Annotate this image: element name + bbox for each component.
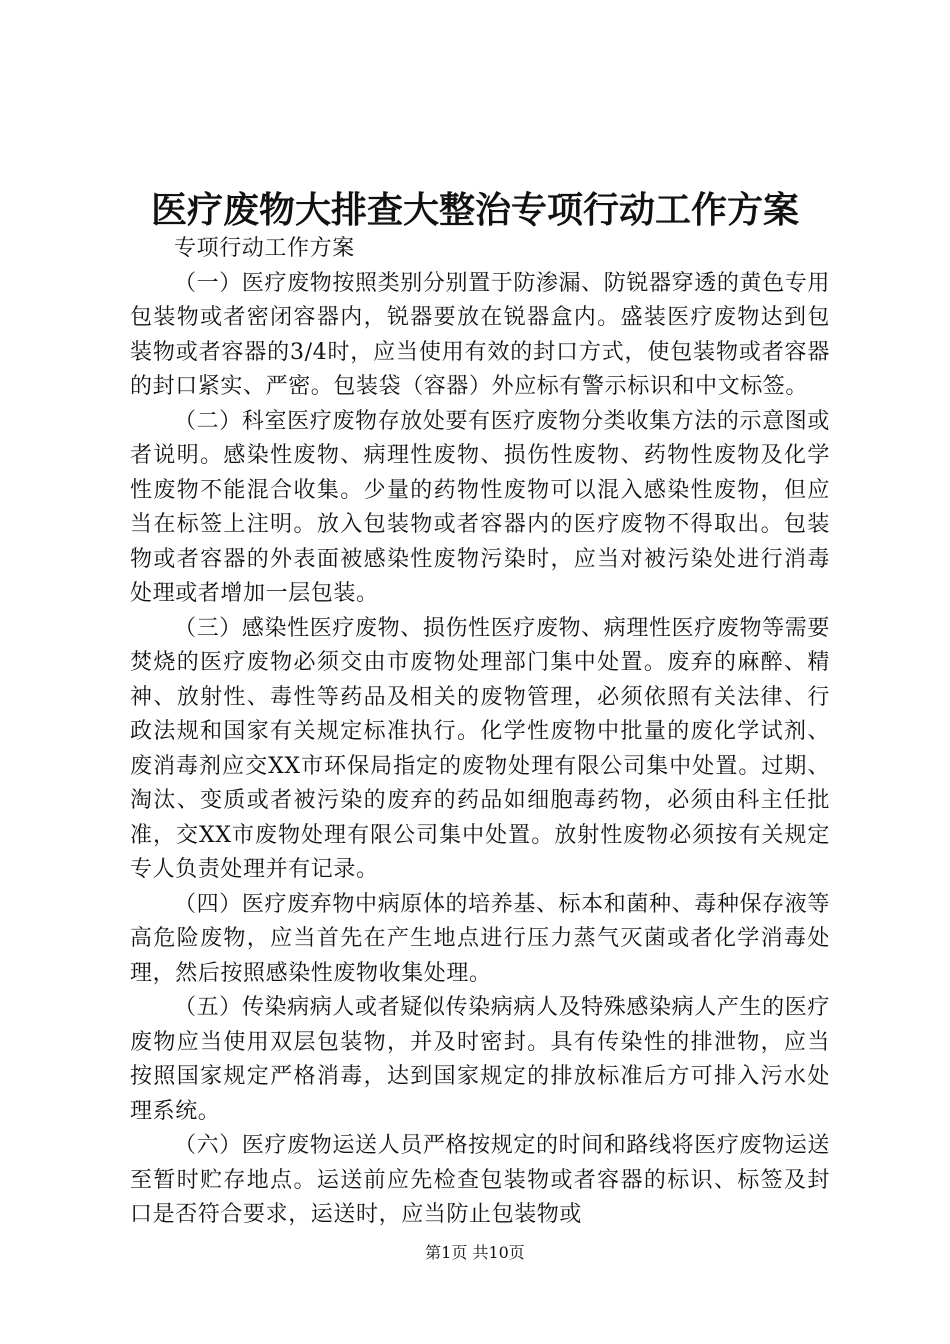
paragraph-2: （二）科室医疗废物存放处要有医疗废物分类收集方法的示意图或者说明。感染性废物、病理性废物、损伤性废物、药物性废物及化学性废物不能混合收集。少量的药物性废物可以混入感染性废物，但应当在标签上注明。放入包装物或者容器内的医疗废物不得取出。包装物或者容器的外表面被感染性废物污染时，应当对被污染处进行消毒处理或者增加一层包装。 <box>130 408 830 606</box>
document-body <box>130 232 830 1233</box>
paragraph-5: （五）传染病病人或者疑似传染病病人及特殊感染病人产生的医疗废物应当使用双层包装物，并及时密封。具有传染性的排泄物，应当按照国家规定严格消毒，达到国家规定的排放标准后方可排入污水处理系统。 <box>130 995 830 1124</box>
paragraph-3: （三）感染性医疗废物、损伤性医疗废物、病理性医疗废物等需要焚烧的医疗废物必须交由市废物处理部门集中处置。废弃的麻醉、精神、放射性、毒性等药品及相关的废物管理，必须依照有关法律、行政法规和国家有关规定标准执行。化学性废物中批量的废化学试剂、废消毒剂应交XX市环保局指定的废物处理有限公司集中处置。过期、淘汰、变质或者被污染的废弃的药品如细胞毒药物，必须由科主任批准，交XX市废物处理有限公司集中处置。放射性废物必须按有关规定专人负责处理并有记录。 <box>130 615 830 882</box>
paragraph-1: （一）医疗废物按照类别分别置于防渗漏、防锐器穿透的黄色专用包装物或者密闭容器内，锐器要放在锐器盒内。盛装医疗废物达到包装物或者容器的3/4时，应当使用有效的封口方式，使包装物或者容器的封口紧实、严密。包装袋（容器）外应标有警示标识和中文标签。 <box>130 270 830 399</box>
document-subheading: 专项行动工作方案 <box>174 236 355 261</box>
document-title: 医疗废物大排查大整治专项行动工作方案 <box>150 189 799 231</box>
paragraph-4: （四）医疗废弃物中病原体的培养基、标本和菌种、毒种保存液等高危险废物，应当首先在产生地点进行压力蒸气灭菌或者化学消毒处理，然后按照感染性废物收集处理。 <box>130 891 830 986</box>
page-footer: 第1页 共10页 <box>425 1243 525 1262</box>
paragraph-6: （六）医疗废物运送人员严格按规定的时间和路线将医疗废物运送至暂时贮存地点。运送前应先检查包装物或者容器的标识、标签及封口是否符合要求，运送时，应当防止包装物或 <box>130 1133 830 1227</box>
